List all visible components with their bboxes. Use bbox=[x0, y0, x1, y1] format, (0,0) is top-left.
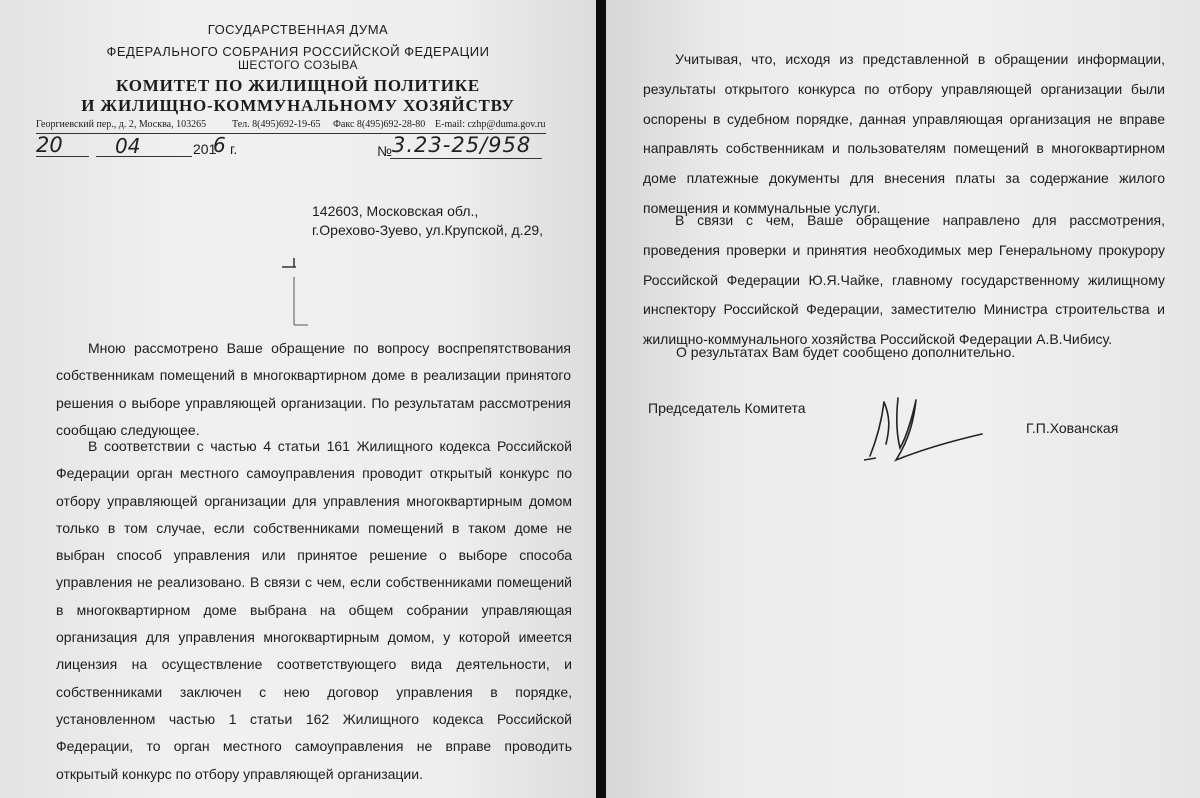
letter-page-right bbox=[606, 0, 1200, 798]
date-month-underline bbox=[96, 156, 192, 157]
paragraph-results-note: О результатах Вам будет сообщено дополнительно. bbox=[676, 344, 1016, 360]
header-federal-assembly: ФЕДЕРАЛЬНОГО СОБРАНИЯ РОССИЙСКОЙ ФЕДЕРАЦИИ bbox=[106, 44, 490, 59]
date-day: 20 bbox=[36, 133, 63, 157]
contact-address: Георгиевский пер., д. 2, Москва, 103265 bbox=[36, 119, 207, 130]
signatory-name: Г.П.Хованская bbox=[1026, 420, 1119, 436]
paragraph-housing-code: В соответствии с частью 4 статьи 161 Жилищного кодекса Российской Федерации орган местного самоуправления проводит открытый конкурс по отбору управляющей организации для управления многоквартирным домом только в том случае, если собственниками помещений в таком доме не выбран способ управления или принятое решение о выборе способа управления не реализовано. В связи с чем, если собственниками помещений в многоквартирном доме выбрана на общем собрании управляющая организация для управления многоквартирным домом, у которой имеется лицензия на осуществление соответствующего вида деятельности, и собственниками заключен с нею договор управления в порядке, установленном частью 1 статьи 162 Жилищного кодекса Российской Федерации, то орган местного самоуправления не вправе проводить открытый конкурс по отбору управляющей организации. bbox=[56, 438, 572, 782]
address-line2: г.Орехово-Зуево, ул.Крупской, д.29, bbox=[312, 222, 544, 238]
redaction-marks bbox=[278, 255, 318, 335]
date-suffix: г. bbox=[230, 141, 238, 157]
date-day-underline bbox=[36, 156, 89, 157]
header-committee-line2: И ЖИЛИЩНО-КОММУНАЛЬНОМУ ХОЗЯЙСТВУ bbox=[81, 96, 515, 115]
address-line1: 142603, Московская обл., bbox=[312, 203, 479, 219]
number-label: № bbox=[377, 143, 393, 159]
page-gap bbox=[596, 0, 606, 798]
number-value: 3.23-25/958 bbox=[392, 133, 532, 157]
paragraph-forwarded: В связи с чем, Ваше обращение направлено для рассмотрения, проведения проверки и принятия необходимых мер Генеральному прокурору Российской Федерации Ю.Я.Чайке, главному государственному жилищному инспектору Российской Федерации, заместителю Министра строительства и жилищно-коммунального хозяйства Российской Федерации А.В.Чибису. bbox=[643, 212, 1165, 348]
paragraph-tender-result: Учитывая, что, исходя из представленной в обращении информации, результаты открытого конкурса по отбору управляющей организации были оспорены в судебном порядке, данная управляющая организация не вправе направлять собственникам и пользователям помещений в многоквартирном доме платежные документы для внесения платы за содержание жилого помещения и коммунальные услуги. bbox=[643, 51, 1165, 216]
date-month: 04 bbox=[115, 134, 141, 158]
contact-phone: Тел. 8(495)692-19-65 bbox=[232, 119, 321, 130]
header-convocation: ШЕСТОГО СОЗЫВА bbox=[237, 58, 359, 72]
letter-page-left bbox=[0, 0, 596, 798]
number-underline bbox=[390, 158, 542, 159]
contact-email: E-mail: czhp@duma.gov.ru bbox=[435, 119, 546, 130]
contact-fax: Факс 8(495)692-28-80 bbox=[333, 119, 426, 130]
date-year-digit: 6 bbox=[213, 133, 226, 157]
handwritten-signature bbox=[856, 388, 986, 468]
header-state-duma: ГОСУДАРСТВЕННАЯ ДУМА bbox=[207, 22, 389, 37]
header-committee-line1: КОМИТЕТ ПО ЖИЛИЩНОЙ ПОЛИТИКЕ bbox=[116, 76, 480, 95]
paragraph-review: Мною рассмотрено Ваше обращение по вопросу воспрепятствования собственникам помещений в многоквартирном доме в реализации принятого решения о выборе управляющей организации. По результатам рассмотрения сообщаю следующее. bbox=[56, 340, 571, 438]
signatory-role: Председатель Комитета bbox=[648, 400, 806, 416]
date-year-prefix: 201 bbox=[193, 141, 217, 157]
